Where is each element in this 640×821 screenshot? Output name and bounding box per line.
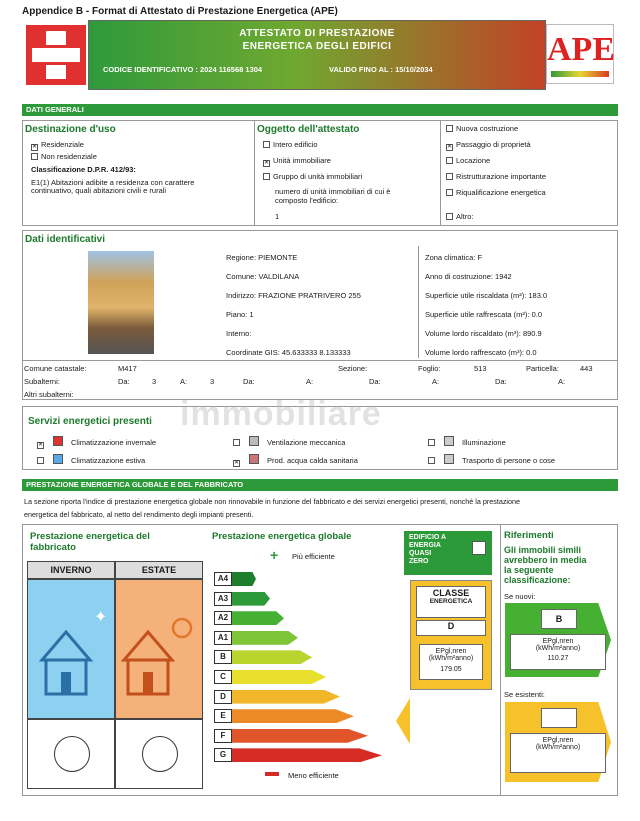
checkbox[interactable] bbox=[263, 141, 270, 148]
mot-nuova[interactable] bbox=[446, 124, 518, 133]
nuovi-class: B bbox=[541, 609, 577, 629]
prestazione-intro-2: energetica del fabbricato, al netto del rendimento degli impianti presenti. bbox=[24, 510, 254, 519]
sub-a-label: A: bbox=[558, 377, 566, 386]
banner-title-2: ENERGETICA DEGLI EDIFICI bbox=[242, 41, 392, 52]
ep-unit: (kWh/m²anno) bbox=[535, 645, 581, 652]
energy-class-label: D bbox=[214, 690, 232, 704]
energy-class-label: E bbox=[214, 709, 232, 723]
energy-class-g bbox=[214, 748, 382, 762]
servizio-ventilazione[interactable] bbox=[233, 436, 345, 447]
hot-water-icon bbox=[249, 454, 259, 464]
foglio-label: Foglio: bbox=[418, 364, 441, 373]
superficie-raffrescata: Superficie utile raffrescata (m²): 0.0 bbox=[425, 310, 542, 319]
anno-costruzione: Anno di costruzione: 1942 bbox=[425, 272, 512, 281]
mot-locazione[interactable] bbox=[446, 156, 490, 165]
checkbox[interactable] bbox=[233, 439, 240, 446]
energy-class-label: A3 bbox=[214, 592, 232, 606]
energy-class-bar bbox=[232, 631, 298, 645]
estate-rating bbox=[115, 719, 203, 789]
servizio-trasporto[interactable] bbox=[428, 454, 555, 465]
ep-label: EPgl,nren bbox=[542, 737, 574, 744]
section-dati-generali: DATI GENERALI bbox=[22, 104, 618, 116]
energy-class-label: C bbox=[214, 670, 232, 684]
globale-title: Prestazione energetica globale bbox=[212, 531, 352, 542]
sub-da-label: Da: bbox=[118, 377, 130, 386]
volume-raffrescato: Volume lordo raffrescato (m³): 0.0 bbox=[425, 348, 537, 357]
checkbox-checked[interactable]: ✕ bbox=[264, 160, 270, 166]
minus-icon bbox=[265, 772, 279, 776]
comune: Comune: VALDILANA bbox=[226, 272, 300, 281]
divider bbox=[418, 246, 419, 358]
particella-label: Particella: bbox=[526, 364, 559, 373]
energy-class-a4 bbox=[214, 572, 256, 586]
energy-class-a3 bbox=[214, 592, 270, 606]
cooling-icon bbox=[53, 454, 63, 464]
nuovi-ep-box bbox=[510, 634, 606, 670]
riferimenti-text bbox=[504, 545, 587, 585]
piu-efficiente: Più efficiente bbox=[292, 552, 335, 561]
energy-class-label: G bbox=[214, 748, 232, 762]
energy-class-a2 bbox=[214, 611, 284, 625]
energy-class-bar bbox=[232, 729, 368, 743]
rif-line: avrebbero in media bbox=[504, 555, 587, 565]
ogg-label: Unità immobiliare bbox=[273, 156, 331, 165]
divider bbox=[22, 360, 618, 361]
house-winter-icon bbox=[28, 580, 116, 720]
inverno-header: INVERNO bbox=[27, 561, 115, 579]
coordinate-gis: Coordinate GIS: 45.633333 8.133333 bbox=[226, 348, 351, 357]
logo-mark bbox=[46, 65, 66, 79]
valido-fino: VALIDO FINO AL : 15/10/2034 bbox=[329, 65, 433, 74]
sub-da-label: Da: bbox=[369, 377, 381, 386]
ogg-label: Intero edificio bbox=[273, 140, 318, 149]
servizio-label: Climatizzazione estiva bbox=[71, 456, 146, 465]
energy-class-label: A4 bbox=[214, 572, 232, 586]
se-esistenti: Se esistenti: bbox=[504, 690, 545, 699]
checkbox-checked[interactable]: ✕ bbox=[32, 144, 38, 150]
indirizzo: Indirizzo: FRAZIONE PRATRIVERO 255 bbox=[226, 291, 361, 300]
energy-class-bar bbox=[232, 572, 256, 586]
servizi-title: Servizi energetici presenti bbox=[28, 416, 152, 427]
dest-label: Residenziale bbox=[41, 140, 84, 149]
sub-a-label: A: bbox=[306, 377, 314, 386]
servizio-label: Ventilazione meccanica bbox=[267, 438, 346, 447]
ep-unit: (kWh/m²anno) bbox=[428, 655, 474, 662]
servizio-acs[interactable] bbox=[233, 454, 358, 467]
divider bbox=[254, 120, 255, 226]
heating-icon bbox=[53, 436, 63, 446]
ep-box bbox=[419, 644, 483, 680]
region-logo bbox=[26, 25, 86, 85]
checkbox[interactable] bbox=[446, 157, 453, 164]
watermark: immobiliare bbox=[180, 395, 382, 433]
estate-header: ESTATE bbox=[115, 561, 203, 579]
servizio-label: Prod. acqua calda sanitaria bbox=[267, 456, 358, 465]
nzeb-box bbox=[404, 531, 492, 575]
classe-panel bbox=[416, 586, 486, 618]
sezione-label: Sezione: bbox=[338, 364, 368, 373]
ogg-unita[interactable] bbox=[263, 156, 331, 167]
mot-ristrutturazione[interactable] bbox=[446, 172, 546, 181]
piano: Piano: 1 bbox=[226, 310, 254, 319]
ogg-label: Gruppo di unità immobiliari bbox=[273, 172, 363, 181]
inverno-panel bbox=[27, 579, 115, 719]
mot-passaggio[interactable] bbox=[446, 140, 531, 151]
mot-label: Ristrutturazione importante bbox=[456, 172, 547, 181]
mot-label: Passaggio di proprietà bbox=[456, 140, 531, 149]
energy-class-bar bbox=[232, 690, 340, 704]
inverno-rating bbox=[27, 719, 115, 789]
se-nuovi: Se nuovi: bbox=[504, 592, 536, 601]
checkbox-checked[interactable]: ✕ bbox=[38, 442, 44, 448]
codice-identificativo: CODICE IDENTIFICATIVO : 2024 116568 1304 bbox=[103, 65, 263, 74]
foglio: 513 bbox=[474, 364, 487, 373]
ape-logo-bar bbox=[551, 71, 609, 77]
energy-class-bar bbox=[232, 670, 326, 684]
classificazione-text-2: continuativo, quali abitazioni civili e rurali bbox=[31, 186, 167, 195]
classe-value: D bbox=[416, 620, 486, 636]
meno-efficiente: Meno efficiente bbox=[288, 771, 339, 780]
energy-class-bar bbox=[232, 592, 270, 606]
ep-value: 179.05 bbox=[440, 666, 462, 673]
mot-label: Nuova costruzione bbox=[456, 124, 519, 133]
sub-da: 3 bbox=[152, 377, 157, 386]
mot-riqualificazione[interactable] bbox=[446, 188, 546, 197]
section-prestazione: PRESTAZIONE ENERGETICA GLOBALE E DEL FABBRICATO bbox=[22, 479, 618, 491]
num-unita-label-2: composto l'edificio: bbox=[275, 196, 339, 205]
energy-class-bar bbox=[232, 650, 312, 664]
checkbox[interactable] bbox=[428, 439, 435, 446]
house-summer-icon bbox=[116, 580, 204, 720]
nzeb-line: ZERO bbox=[409, 558, 429, 565]
classificazione-text-1: E1(1) Abitazioni adibite a residenza con carattere bbox=[31, 178, 195, 187]
interno: Interno: bbox=[226, 329, 252, 338]
dest-label: Non residenziale bbox=[41, 152, 97, 161]
svg-text:✦: ✦ bbox=[94, 609, 108, 626]
building-photo bbox=[88, 251, 154, 354]
sub-a-label: A: bbox=[432, 377, 440, 386]
nzeb-line: ENERGIA bbox=[409, 542, 441, 549]
ogg-gruppo[interactable] bbox=[263, 172, 362, 181]
regione: Regione: PIEMONTE bbox=[226, 253, 298, 262]
mot-altro[interactable] bbox=[446, 212, 474, 221]
mot-label: Locazione bbox=[456, 156, 491, 165]
servizio-label: Illuminazione bbox=[462, 438, 506, 447]
logo-mark bbox=[46, 31, 66, 45]
particella: 443 bbox=[580, 364, 593, 373]
ventilation-icon bbox=[249, 436, 259, 446]
checkbox[interactable] bbox=[446, 213, 453, 220]
checkbox-checked[interactable]: ✕ bbox=[447, 144, 453, 150]
checkbox[interactable] bbox=[37, 457, 44, 464]
dati-identificativi-title: Dati identificativi bbox=[25, 234, 106, 245]
mot-label: Altro: bbox=[456, 212, 474, 221]
nzeb-line: EDIFICIO A bbox=[409, 534, 447, 541]
num-unita-value: 1 bbox=[275, 212, 280, 221]
num-unita-label-1: numero di unità immobiliari di cui è bbox=[275, 187, 391, 196]
servizio-invernale[interactable] bbox=[37, 436, 156, 449]
destinazione-title: Destinazione d'uso bbox=[25, 124, 116, 135]
energy-class-b bbox=[214, 650, 312, 664]
classe-label: CLASSE bbox=[432, 588, 470, 598]
energy-class-bar bbox=[232, 709, 354, 723]
nuovi-ep-value: 110.27 bbox=[547, 655, 569, 662]
lighting-icon bbox=[444, 436, 454, 446]
servizio-label: Climatizzazione invernale bbox=[71, 438, 157, 447]
energy-class-f bbox=[214, 729, 368, 743]
logo-mark bbox=[32, 48, 80, 62]
energy-class-label: A2 bbox=[214, 611, 232, 625]
classe-sub: ENERGETICA bbox=[429, 598, 473, 605]
servizio-estiva[interactable] bbox=[37, 454, 145, 465]
fabbricato-title-1: Prestazione energetica del bbox=[30, 531, 150, 542]
estate-panel bbox=[115, 579, 203, 719]
energy-class-a1 bbox=[214, 631, 298, 645]
energy-class-d bbox=[214, 690, 340, 704]
esistenti-ep-box bbox=[510, 733, 606, 773]
mot-label: Riqualificazione energetica bbox=[456, 188, 546, 197]
energy-class-label: B bbox=[214, 650, 232, 664]
energy-class-label: F bbox=[214, 729, 232, 743]
ogg-intero[interactable] bbox=[263, 140, 318, 149]
ape-logo bbox=[546, 24, 614, 84]
nzeb-line: QUASI bbox=[409, 550, 432, 557]
rif-line: la seguente bbox=[504, 565, 554, 575]
volume-riscaldato: Volume lordo riscaldato (m³): 890.9 bbox=[425, 329, 542, 338]
oggetto-title: Oggetto dell'attestato bbox=[257, 124, 360, 135]
comune-catastale: M417 bbox=[118, 364, 137, 373]
sub-da-label: Da: bbox=[243, 377, 255, 386]
esistenti-class bbox=[541, 708, 577, 728]
classificazione-title: Classificazione D.P.R. 412/93: bbox=[31, 165, 136, 174]
sub-da-label: Da: bbox=[495, 377, 507, 386]
ep-unit: (kWh/m²anno) bbox=[535, 744, 581, 751]
zona-climatica: Zona climatica: F bbox=[425, 253, 483, 262]
checkbox[interactable] bbox=[446, 125, 453, 132]
checkbox[interactable] bbox=[263, 173, 270, 180]
dest-non-residenziale[interactable] bbox=[31, 152, 97, 161]
rif-line: classificazione: bbox=[504, 575, 571, 585]
subalterni-label: Subalterni: bbox=[24, 377, 60, 386]
classe-energetica-box bbox=[410, 580, 492, 690]
energy-class-label: A1 bbox=[214, 631, 232, 645]
comune-catastale-label: Comune catastale: bbox=[24, 364, 87, 373]
fabbricato-title-2: fabbricato bbox=[30, 542, 76, 553]
sub-a-label: A: bbox=[180, 377, 188, 386]
plus-icon: + bbox=[270, 547, 279, 563]
happy-face-icon bbox=[142, 736, 178, 772]
energy-class-bar bbox=[232, 748, 382, 762]
sad-face-icon bbox=[54, 736, 90, 772]
banner-title-1: ATTESTATO DI PRESTAZIONE bbox=[239, 28, 395, 39]
energy-class-c bbox=[214, 670, 326, 684]
document-title: Appendice B - Format di Attestato di Prestazione Energetica (APE) bbox=[22, 6, 338, 17]
dest-residenziale[interactable] bbox=[31, 140, 84, 151]
checkbox[interactable] bbox=[31, 153, 38, 160]
checkbox-checked[interactable]: ✕ bbox=[234, 460, 240, 466]
servizio-label: Trasporto di persone o cose bbox=[462, 456, 556, 465]
ape-banner bbox=[88, 20, 546, 90]
superficie-riscaldata: Superficie utile riscaldata (m²): 183.0 bbox=[425, 291, 548, 300]
energy-class-e bbox=[214, 709, 354, 723]
altri-subalterni: Altri subalterni: bbox=[24, 390, 74, 399]
ep-label: EPgl,nren bbox=[542, 638, 574, 645]
riferimenti-title: Riferimenti bbox=[504, 530, 554, 541]
checkbox[interactable] bbox=[446, 173, 453, 180]
rif-line: Gli immobili simili bbox=[504, 545, 582, 555]
ep-label: EPgl,nren bbox=[435, 648, 467, 655]
sub-a: 3 bbox=[210, 377, 215, 386]
checkbox[interactable] bbox=[446, 189, 453, 196]
checkbox[interactable] bbox=[428, 457, 435, 464]
energy-class-bar bbox=[232, 611, 284, 625]
divider bbox=[440, 120, 441, 226]
ape-logo-text: APE bbox=[547, 31, 615, 68]
elevator-icon bbox=[444, 454, 454, 464]
prestazione-intro-1: La sezione riporta l'indice di prestazione energetica globale non rinnovabile in funzione del fabbricato e dei servizi energetici presenti, nonché la prestazione bbox=[24, 497, 521, 506]
nzeb-checkbox[interactable] bbox=[472, 541, 486, 555]
servizio-illuminazione[interactable] bbox=[428, 436, 506, 447]
